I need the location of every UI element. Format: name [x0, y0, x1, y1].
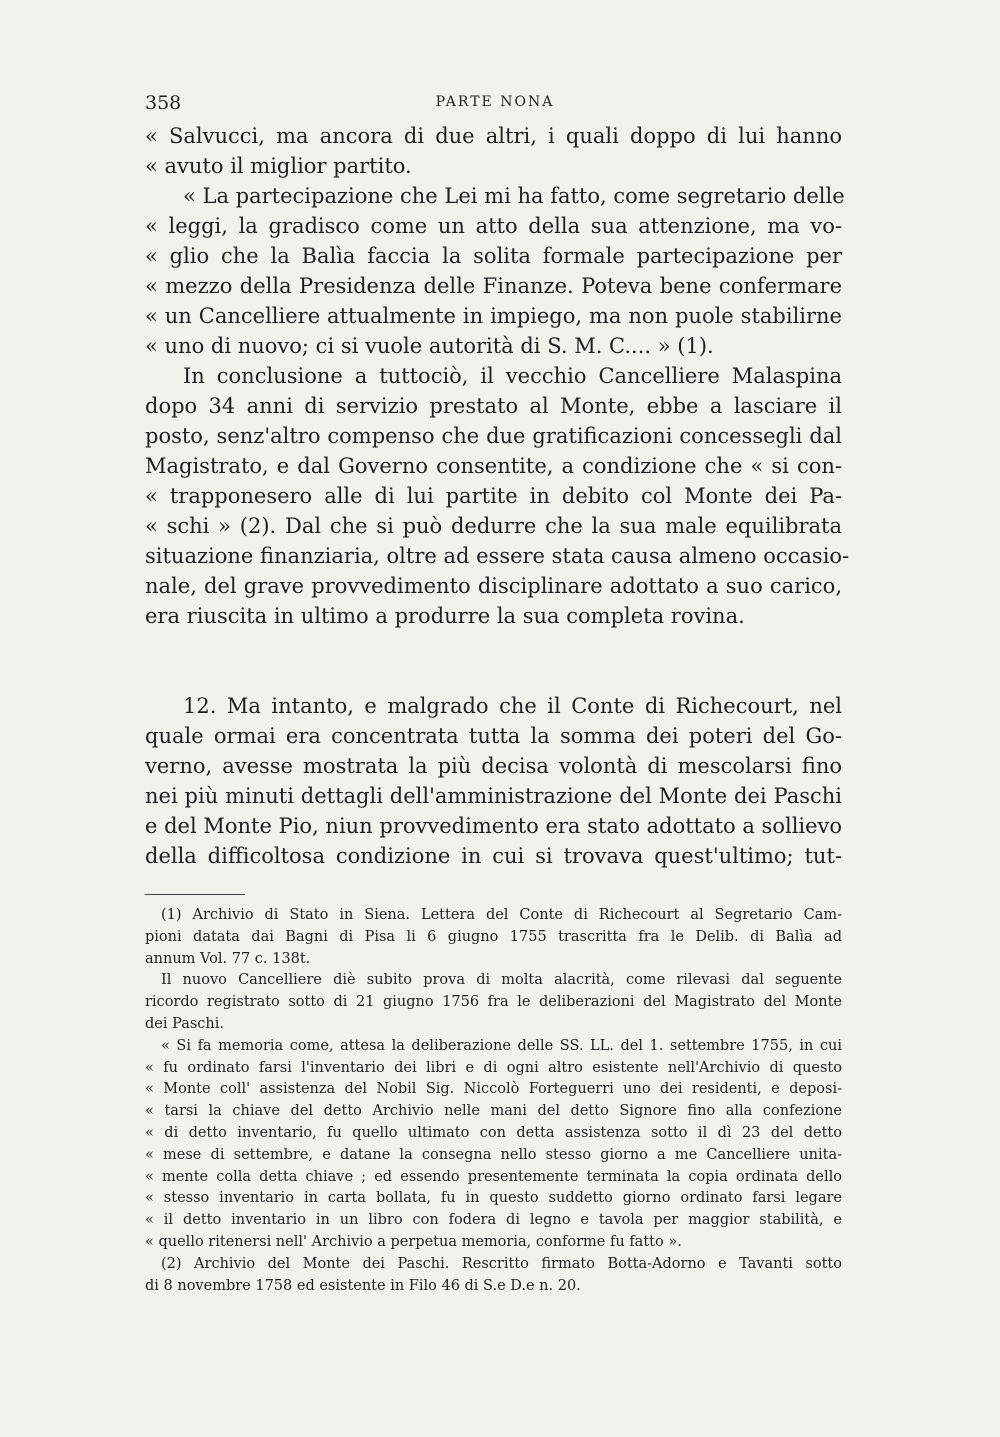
text-line: « leggi, la gradisco come un atto della sua attenzione, ma vo-: [145, 214, 842, 238]
section-12-start: 12. Ma intanto, e malgrado che il Conte di Richecourt, nel: [183, 694, 842, 718]
section-gap: [145, 631, 842, 691]
text-line: e del Monte Pio, niun provvedimento era stato adottato a sollievo: [145, 814, 843, 838]
footnote-line: « mese di settembre, e datane la consegna nello stesso giorno a me Cancelliere unita-: [145, 1146, 842, 1163]
text-line: « Salvucci, ma ancora di due altri, i quali doppo di lui hanno: [145, 124, 842, 148]
footnote-line: « tarsi la chiave del detto Archivio nelle mani del detto Signore fino alla confezione: [145, 1103, 842, 1120]
text-line: « uno di nuovo; ci si vuole autorità di S. M. C.... » (1).: [145, 334, 714, 358]
text-line: verno, avesse mostrata la più decisa volontà di mescolarsi fino: [145, 754, 842, 778]
text-line: situazione finanziaria, oltre ad essere stata causa almeno occasio-: [145, 544, 850, 568]
footnote-line: « stesso inventario in carta bollata, fu in questo suddetto giorno ordinato farsi legare: [145, 1190, 842, 1207]
footnote-line: ricordo registrato sotto di 21 giugno 1756 fra le deliberazioni del Magistrato del Monte: [145, 994, 842, 1011]
text-line: della difficoltosa condizione in cui si trovava quest'ultimo; tut-: [145, 844, 842, 868]
footnote-line: di 8 novembre 1758 ed esistente in Filo 46 di S.e D.e n. 20.: [145, 1277, 581, 1294]
text-line: nei più minuti dettagli dell'amministrazione del Monte dei Paschi: [145, 784, 842, 808]
text-line: « schi » (2). Dal che si può dedurre che la sua male equilibrata: [145, 514, 842, 538]
text-line: « La partecipazione che Lei mi ha fatto, come segretario delle: [183, 184, 845, 208]
text-line: Magistrato, e dal Governo consentite, a condizione che « si con-: [145, 454, 842, 478]
text-line: « avuto il miglior partito.: [145, 154, 412, 178]
text-line: quale ormai era concentrata tutta la somma dei poteri del Go-: [145, 724, 842, 748]
text-line: dopo 34 anni di servizio prestato al Monte, ebbe a lasciare il: [145, 394, 842, 418]
footnote-rule: [145, 894, 245, 895]
footnote-line: (1) Archivio di Stato in Siena. Lettera del Conte di Richecourt al Segretario Cam-: [161, 907, 842, 923]
footnote-line: « quello ritenersi nell' Archivio a perpetua memoria, conforme fu fatto ».: [145, 1233, 682, 1250]
page-header: [145, 92, 845, 116]
footnote-line: « Si fa memoria come, attesa la deliberazione delle SS. LL. del 1. settembre 1755, in cui: [161, 1037, 842, 1054]
text-line: In conclusione a tuttociò, il vecchio Cancelliere Malaspina: [183, 364, 842, 388]
text-line: nale, del grave provvedimento disciplinare adottato a suo carico,: [145, 574, 842, 598]
footnote-line: annum Vol. 77 c. 138t.: [145, 950, 311, 967]
footnote-line: (2) Archivio del Monte dei Paschi. Rescritto firmato Botta-Adorno e Tavanti sotto: [161, 1255, 842, 1272]
footnote-line: « fu ordinato farsi l'inventario dei libri e di ogni altro esistente nell'Archivio di questo: [145, 1059, 842, 1076]
running-title: PARTE NONA: [435, 94, 555, 110]
footnote-line: « il detto inventario in un libro con fodera di legno e tavola per maggior stabilità, e: [145, 1212, 842, 1229]
footnote-line: « mente colla detta chiave ; ed essendo presentemente terminata la copia ordinata dello: [145, 1168, 842, 1185]
text-line: « un Cancelliere attualmente in impiego, ma non puole stabilirne: [145, 304, 842, 328]
footnote-line: « di detto inventario, fu quello ultimato con detta assistenza sotto il dì 23 del detto: [145, 1124, 842, 1141]
main-text: [145, 121, 850, 1297]
footnote-line: « Monte coll' assistenza del Nobil Sig. Niccolò Forteguerri uno dei residenti, e deposi-: [145, 1081, 842, 1098]
page-number: 358: [145, 92, 182, 114]
text-line: posto, senz'altro compenso che due gratificazioni concessegli dal: [145, 424, 842, 448]
footnote-line: pioni datata dai Bagni di Pisa li 6 giugno 1755 trascritta fra le Delib. di Balìa ad: [145, 928, 842, 945]
text-line: era riuscita in ultimo a produrre la sua completa rovina.: [145, 604, 745, 628]
footnote-line: Il nuovo Cancelliere diè subito prova di molta alacrità, come rilevasi dal seguente: [161, 972, 842, 989]
text-line: « trapponesero alle di lui partite in debito col Monte dei Pa-: [145, 484, 842, 508]
footnotes: [145, 905, 842, 1297]
text-line: « mezzo della Presidenza delle Finanze. Poteva bene confermare: [145, 274, 842, 298]
text-line: « glio che la Balìa faccia la solita formale partecipazione per: [145, 244, 842, 268]
footnote-line: dei Paschi.: [145, 1015, 225, 1032]
